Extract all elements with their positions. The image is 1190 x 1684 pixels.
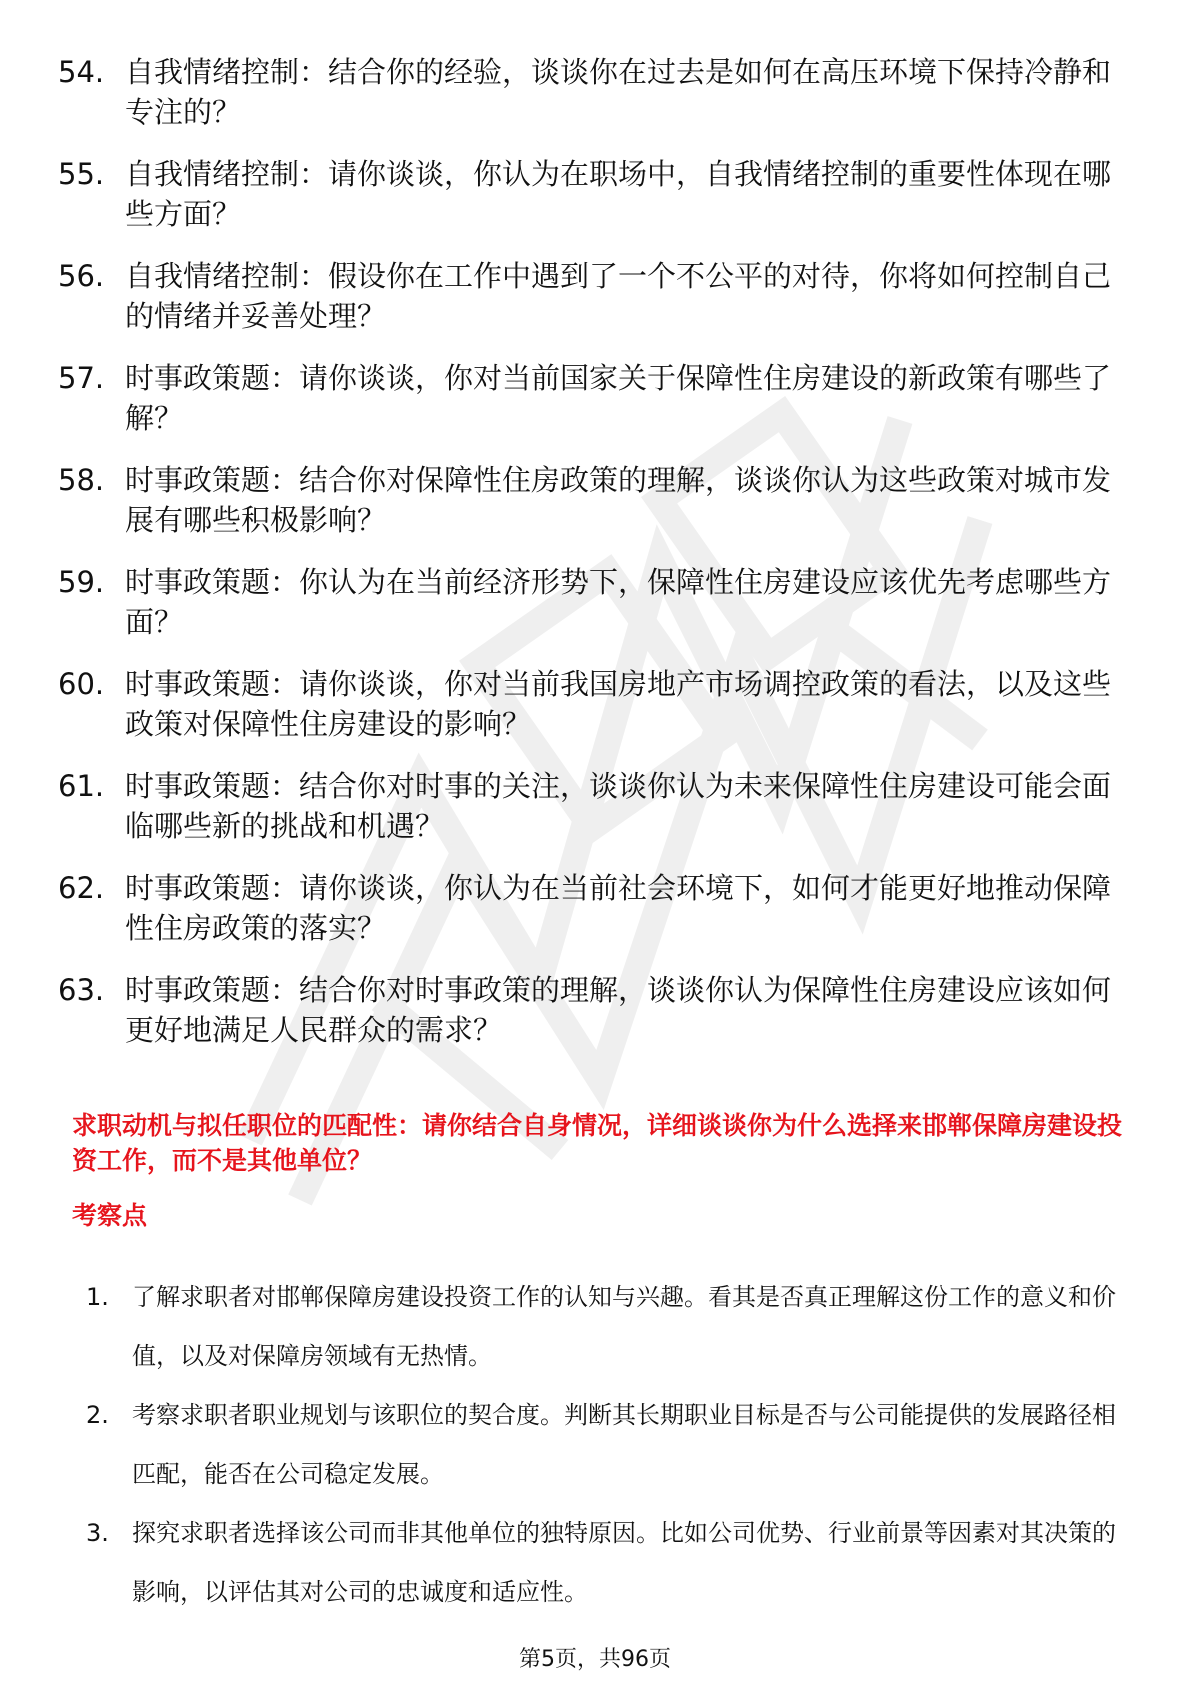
focus-point-item xyxy=(82,1268,1132,1386)
question-text: 时事政策题：结合你对时事的关注，谈谈你认为未来保障性住房建设可能会面临哪些新的挑战和机遇？ xyxy=(125,769,1112,843)
question-text: 自我情绪控制：结合你的经验，谈谈你在过去是如何在高压环境下保持冷静和专注的？ xyxy=(125,55,1112,129)
focus-point-item xyxy=(82,1504,1132,1622)
question-list xyxy=(58,52,1138,1072)
section-title: 求职动机与拟任职位的匹配性：请你结合自身情况，详细谈谈你为什么选择来邯郸保障房建设投资工作，而不是其他单位？ xyxy=(72,1111,1123,1175)
question-item xyxy=(58,970,1138,1050)
question-number: 60. xyxy=(58,667,105,701)
question-number: 58. xyxy=(58,463,105,497)
question-number: 62. xyxy=(58,871,105,905)
focus-point-text: 了解求职者对邯郸保障房建设投资工作的认知与兴趣。看其是否真正理解这份工作的意义和价值，以及对保障房领域有无热情。 xyxy=(132,1283,1116,1370)
question-item xyxy=(58,52,1138,132)
question-item xyxy=(58,664,1138,744)
question-text: 时事政策题：你认为在当前经济形势下，保障性住房建设应该优先考虑哪些方面？ xyxy=(125,565,1112,639)
focus-point-item xyxy=(82,1386,1132,1504)
question-number: 57. xyxy=(58,361,105,395)
question-number: 56. xyxy=(58,259,105,293)
question-number: 54. xyxy=(58,55,105,89)
question-text: 时事政策题：请你谈谈，你认为在当前社会环境下，如何才能更好地推动保障性住房政策的落实？ xyxy=(125,871,1112,945)
focus-point-number: 2. xyxy=(86,1401,109,1429)
question-item xyxy=(58,562,1138,642)
question-item xyxy=(58,154,1138,234)
page-footer: 第5页，共96页 xyxy=(519,1647,671,1672)
focus-point-number: 1. xyxy=(86,1283,109,1311)
question-number: 61. xyxy=(58,769,105,803)
question-item xyxy=(58,358,1138,438)
question-number: 63. xyxy=(58,973,105,1007)
question-text: 时事政策题：请你谈谈，你对当前我国房地产市场调控政策的看法，以及这些政策对保障性住房建设的影响？ xyxy=(125,667,1112,741)
question-item xyxy=(58,256,1138,336)
question-number: 59. xyxy=(58,565,105,599)
question-item xyxy=(58,766,1138,846)
question-text: 自我情绪控制：请你谈谈，你认为在职场中，自我情绪控制的重要性体现在哪些方面？ xyxy=(125,157,1112,231)
focus-points-heading: 考察点 xyxy=(72,1201,148,1230)
focus-point-number: 3. xyxy=(86,1519,109,1547)
question-text: 时事政策题：结合你对保障性住房政策的理解，谈谈你认为这些政策对城市发展有哪些积极影响？ xyxy=(125,463,1112,537)
question-number: 55. xyxy=(58,157,105,191)
focus-point-text: 探究求职者选择该公司而非其他单位的独特原因。比如公司优势、行业前景等因素对其决策的影响，以评估其对公司的忠诚度和适应性。 xyxy=(132,1519,1116,1606)
question-text: 自我情绪控制：假设你在工作中遇到了一个不公平的对待，你将如何控制自己的情绪并妥善处理？ xyxy=(125,259,1112,333)
question-text: 时事政策题：结合你对时事政策的理解，谈谈你认为保障性住房建设应该如何更好地满足人民群众的需求？ xyxy=(125,973,1112,1047)
focus-point-text: 考察求职者职业规划与该职位的契合度。判断其长期职业目标是否与公司能提供的发展路径相匹配，能否在公司稳定发展。 xyxy=(132,1401,1116,1488)
question-item xyxy=(58,868,1138,948)
question-text: 时事政策题：请你谈谈，你对当前国家关于保障性住房建设的新政策有哪些了解？ xyxy=(125,361,1112,435)
question-item xyxy=(58,460,1138,540)
focus-points-list xyxy=(82,1268,1132,1622)
